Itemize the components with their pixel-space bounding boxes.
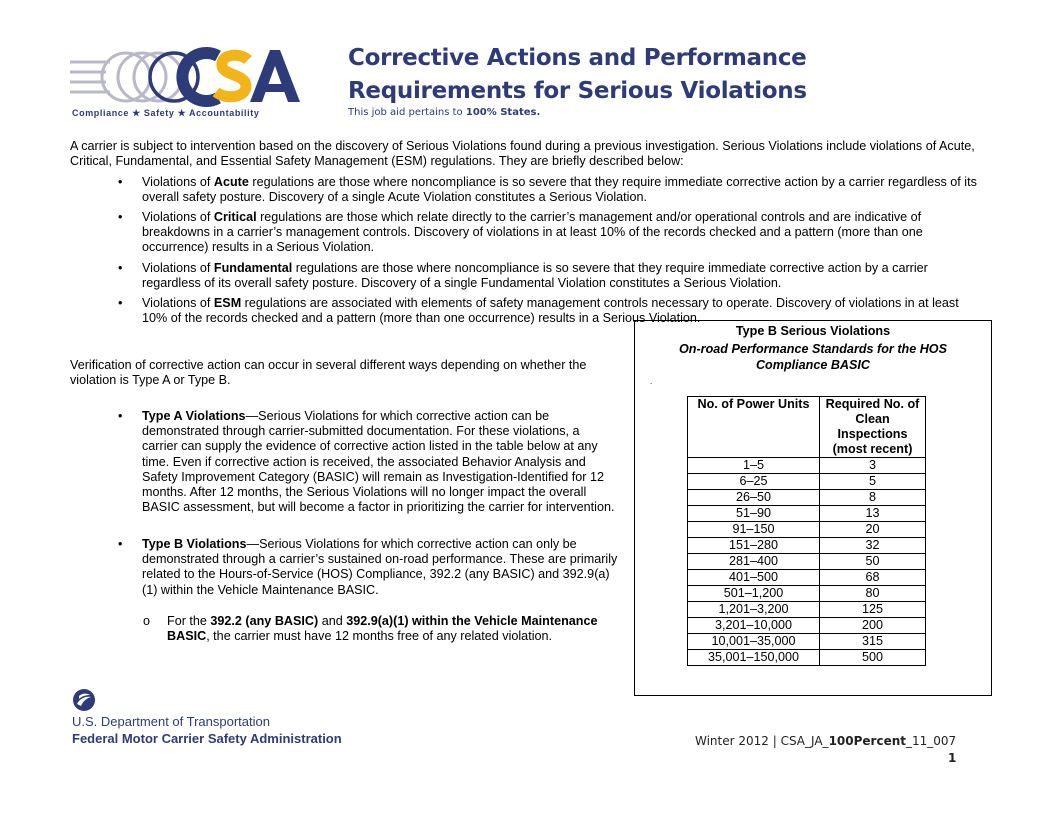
- cell-power-units: 281–400: [688, 554, 820, 570]
- sub-bullet-392: [143, 614, 608, 660]
- table-row: [688, 618, 926, 634]
- bullet-term: Fundamental: [213, 261, 293, 275]
- bullet-dot: •: [118, 175, 123, 189]
- usdot-logo: [72, 688, 96, 712]
- table-row: [688, 506, 926, 522]
- power-units-table-body: [688, 458, 926, 666]
- cell-power-units: 26–50: [688, 490, 820, 506]
- cell-clean-inspections: 3: [820, 458, 926, 474]
- bullet-type-b: [118, 537, 618, 599]
- bullet-text: regulations are those which relate directly to the carrier’s management and/or operational controls and are indicative of breakdowns in a carrier’s management controls. Discovery of violations in at least 10% of the records checked and a pattern (more than one occurrence) results in a Serious Violation.: [142, 210, 923, 255]
- cell-power-units: 51–90: [688, 506, 820, 522]
- bullet-text: Violations of: [142, 261, 214, 275]
- bullet-text: Violations of: [142, 210, 214, 224]
- cell-power-units: 6–25: [688, 474, 820, 490]
- bullet-dot: •: [118, 261, 123, 275]
- page-number: 1: [948, 751, 957, 765]
- footer-bold: 100Percent: [828, 734, 906, 748]
- usdot-logo-icon: [72, 688, 96, 712]
- bullet-dot: •: [118, 537, 123, 551]
- power-units-table: [687, 396, 926, 666]
- cell-power-units: 501–1,200: [688, 586, 820, 602]
- type-a-text: —Serious Violations for which corrective action can be demonstrated through carrier-submitted documentation. For these violations, a carrier can supply the evidence of corrective action listed in the table below at any time. Even if corrective action is received, the associated Behavior Analysis and Safety Improvement Category (BASIC) will remain as Investigation-Identified for 12 months. After 12 months, the Serious Violations will no longer impact the overall BASIC assessment, but will become a factor in prioritizing the carrier for intervention.: [142, 409, 615, 515]
- footer-doc-id: [695, 734, 956, 748]
- cell-power-units: 401–500: [688, 570, 820, 586]
- type-b-sidebar: [634, 320, 992, 696]
- table-row: [688, 586, 926, 602]
- subtitle-bold: 100% States.: [465, 107, 541, 118]
- bullet-fundamental: [118, 261, 980, 291]
- bullet-text: Violations of: [142, 175, 214, 189]
- bullet-dot: •: [118, 409, 123, 423]
- table-row: [688, 602, 926, 618]
- footer-suffix: _11_007: [906, 734, 957, 748]
- bullet-text: regulations are associated with elements of safety management controls necessary to operate. Discovery of violations in at least 10% of the records checked and a pattern (more than one occurrence) results in a Serious Violation.: [142, 296, 959, 326]
- type-b-text: —Serious Violations for which corrective action can only be demonstrated through a carrier’s sustained on-road performance. These are primarily related to the Hours-of-Service (HOS) Compliance, 392.2 (any BASIC) and 392.9(a)(1) within the Vehicle Maintenance BASIC.: [142, 537, 618, 597]
- bullet-term: ESM: [213, 296, 242, 310]
- sub-bullet-marker: o: [143, 614, 151, 628]
- table-row: [688, 538, 926, 554]
- table-row: [688, 490, 926, 506]
- bullet-critical: [118, 210, 980, 256]
- header-clean-inspections: Required No. of Clean Inspections (most recent): [820, 397, 926, 458]
- table-row: [688, 634, 926, 650]
- bullet-term: Acute: [213, 175, 249, 189]
- sub-bullet-term: 392.9(a)(1) within the Vehicle Maintenance BASIC: [167, 614, 598, 644]
- table-row: [688, 570, 926, 586]
- sub-bullet-text: , the carrier must have 12 months free of any related violation.: [206, 629, 552, 644]
- agency-department: U.S. Department of Transportation: [72, 714, 270, 729]
- sub-bullet-text: For the: [167, 614, 211, 628]
- cell-power-units: 1–5: [688, 458, 820, 474]
- table-header-row: [688, 397, 926, 458]
- cell-clean-inspections: 13: [820, 506, 926, 522]
- title-line-1: Corrective Actions and Performance: [348, 45, 807, 71]
- table-row: [688, 458, 926, 474]
- bullet-text: regulations are those where noncompliance is so severe that they require immediate corrective action by a carrier regardless of its overall safety posture. Discovery of a single Acute Violation constitutes a Serious Violation.: [142, 175, 977, 205]
- cell-clean-inspections: 5: [820, 474, 926, 490]
- cell-clean-inspections: 500: [820, 650, 926, 666]
- cell-clean-inspections: 315: [820, 634, 926, 650]
- sub-bullet-term: 392.2 (any BASIC): [210, 614, 319, 628]
- cell-clean-inspections: 68: [820, 570, 926, 586]
- logo-tagline: Compliance ★ Safety ★ Accountability: [72, 108, 260, 118]
- table-row: [688, 554, 926, 570]
- bullet-dot: •: [118, 210, 123, 224]
- bullet-dot: •: [118, 296, 123, 310]
- bullet-term: Critical: [213, 210, 257, 224]
- bullet-text: regulations are those where noncompliance is so severe that they require immediate corrective action by a carrier regardless of its overall safety posture. Discovery of a single Fundamental Violation constitutes a Serious Violation.: [142, 261, 928, 291]
- cell-power-units: 35,001–150,000: [688, 650, 820, 666]
- cell-clean-inspections: 8: [820, 490, 926, 506]
- sidebar-stray-mark: .: [650, 377, 653, 386]
- table-row: [688, 522, 926, 538]
- bullet-type-a: [118, 409, 618, 533]
- bullet-acute: [118, 175, 980, 205]
- cell-clean-inspections: 50: [820, 554, 926, 570]
- table-row: [688, 650, 926, 666]
- agency-name: Federal Motor Carrier Safety Administration: [72, 731, 342, 746]
- bullet-text: Violations of: [142, 296, 214, 310]
- cell-power-units: 91–150: [688, 522, 820, 538]
- csa-logo-graphic: [70, 44, 310, 114]
- table-row: [688, 474, 926, 490]
- intro-paragraph: A carrier is subject to intervention based on the discovery of Serious Violations found during a previous investigation. Serious Violations include violations of Acute, Critical, Fundamental, and Essential Safety Management (ESM) regulations. They are briefly described below:: [70, 139, 975, 169]
- cell-clean-inspections: 80: [820, 586, 926, 602]
- cell-power-units: 3,201–10,000: [688, 618, 820, 634]
- sidebar-subtitle: On-road Performance Standards for the HOS Compliance BASIC: [678, 342, 948, 372]
- verification-paragraph: Verification of corrective action can occur in several different ways depending on whether the violation is Type A or Type B.: [70, 358, 587, 388]
- cell-power-units: 10,001–35,000: [688, 634, 820, 650]
- sub-bullet-text: and: [318, 614, 347, 628]
- sidebar-title: Type B Serious Violations: [735, 324, 891, 338]
- type-b-term: Type B Violations: [142, 537, 247, 551]
- header-power-units: No. of Power Units: [688, 397, 820, 458]
- cell-clean-inspections: 200: [820, 618, 926, 634]
- page-title: [348, 42, 807, 108]
- subtitle-prefix: This job aid pertains to: [348, 107, 466, 118]
- cell-clean-inspections: 32: [820, 538, 926, 554]
- cell-clean-inspections: 20: [820, 522, 926, 538]
- footer-prefix: Winter 2012 | CSA_JA_: [695, 734, 829, 748]
- cell-clean-inspections: 125: [820, 602, 926, 618]
- cell-power-units: 1,201–3,200: [688, 602, 820, 618]
- type-a-term: Type A Violations: [142, 409, 246, 423]
- title-line-2: Requirements for Serious Violations: [348, 78, 807, 104]
- page-subtitle: [348, 107, 540, 118]
- cell-power-units: 151–280: [688, 538, 820, 554]
